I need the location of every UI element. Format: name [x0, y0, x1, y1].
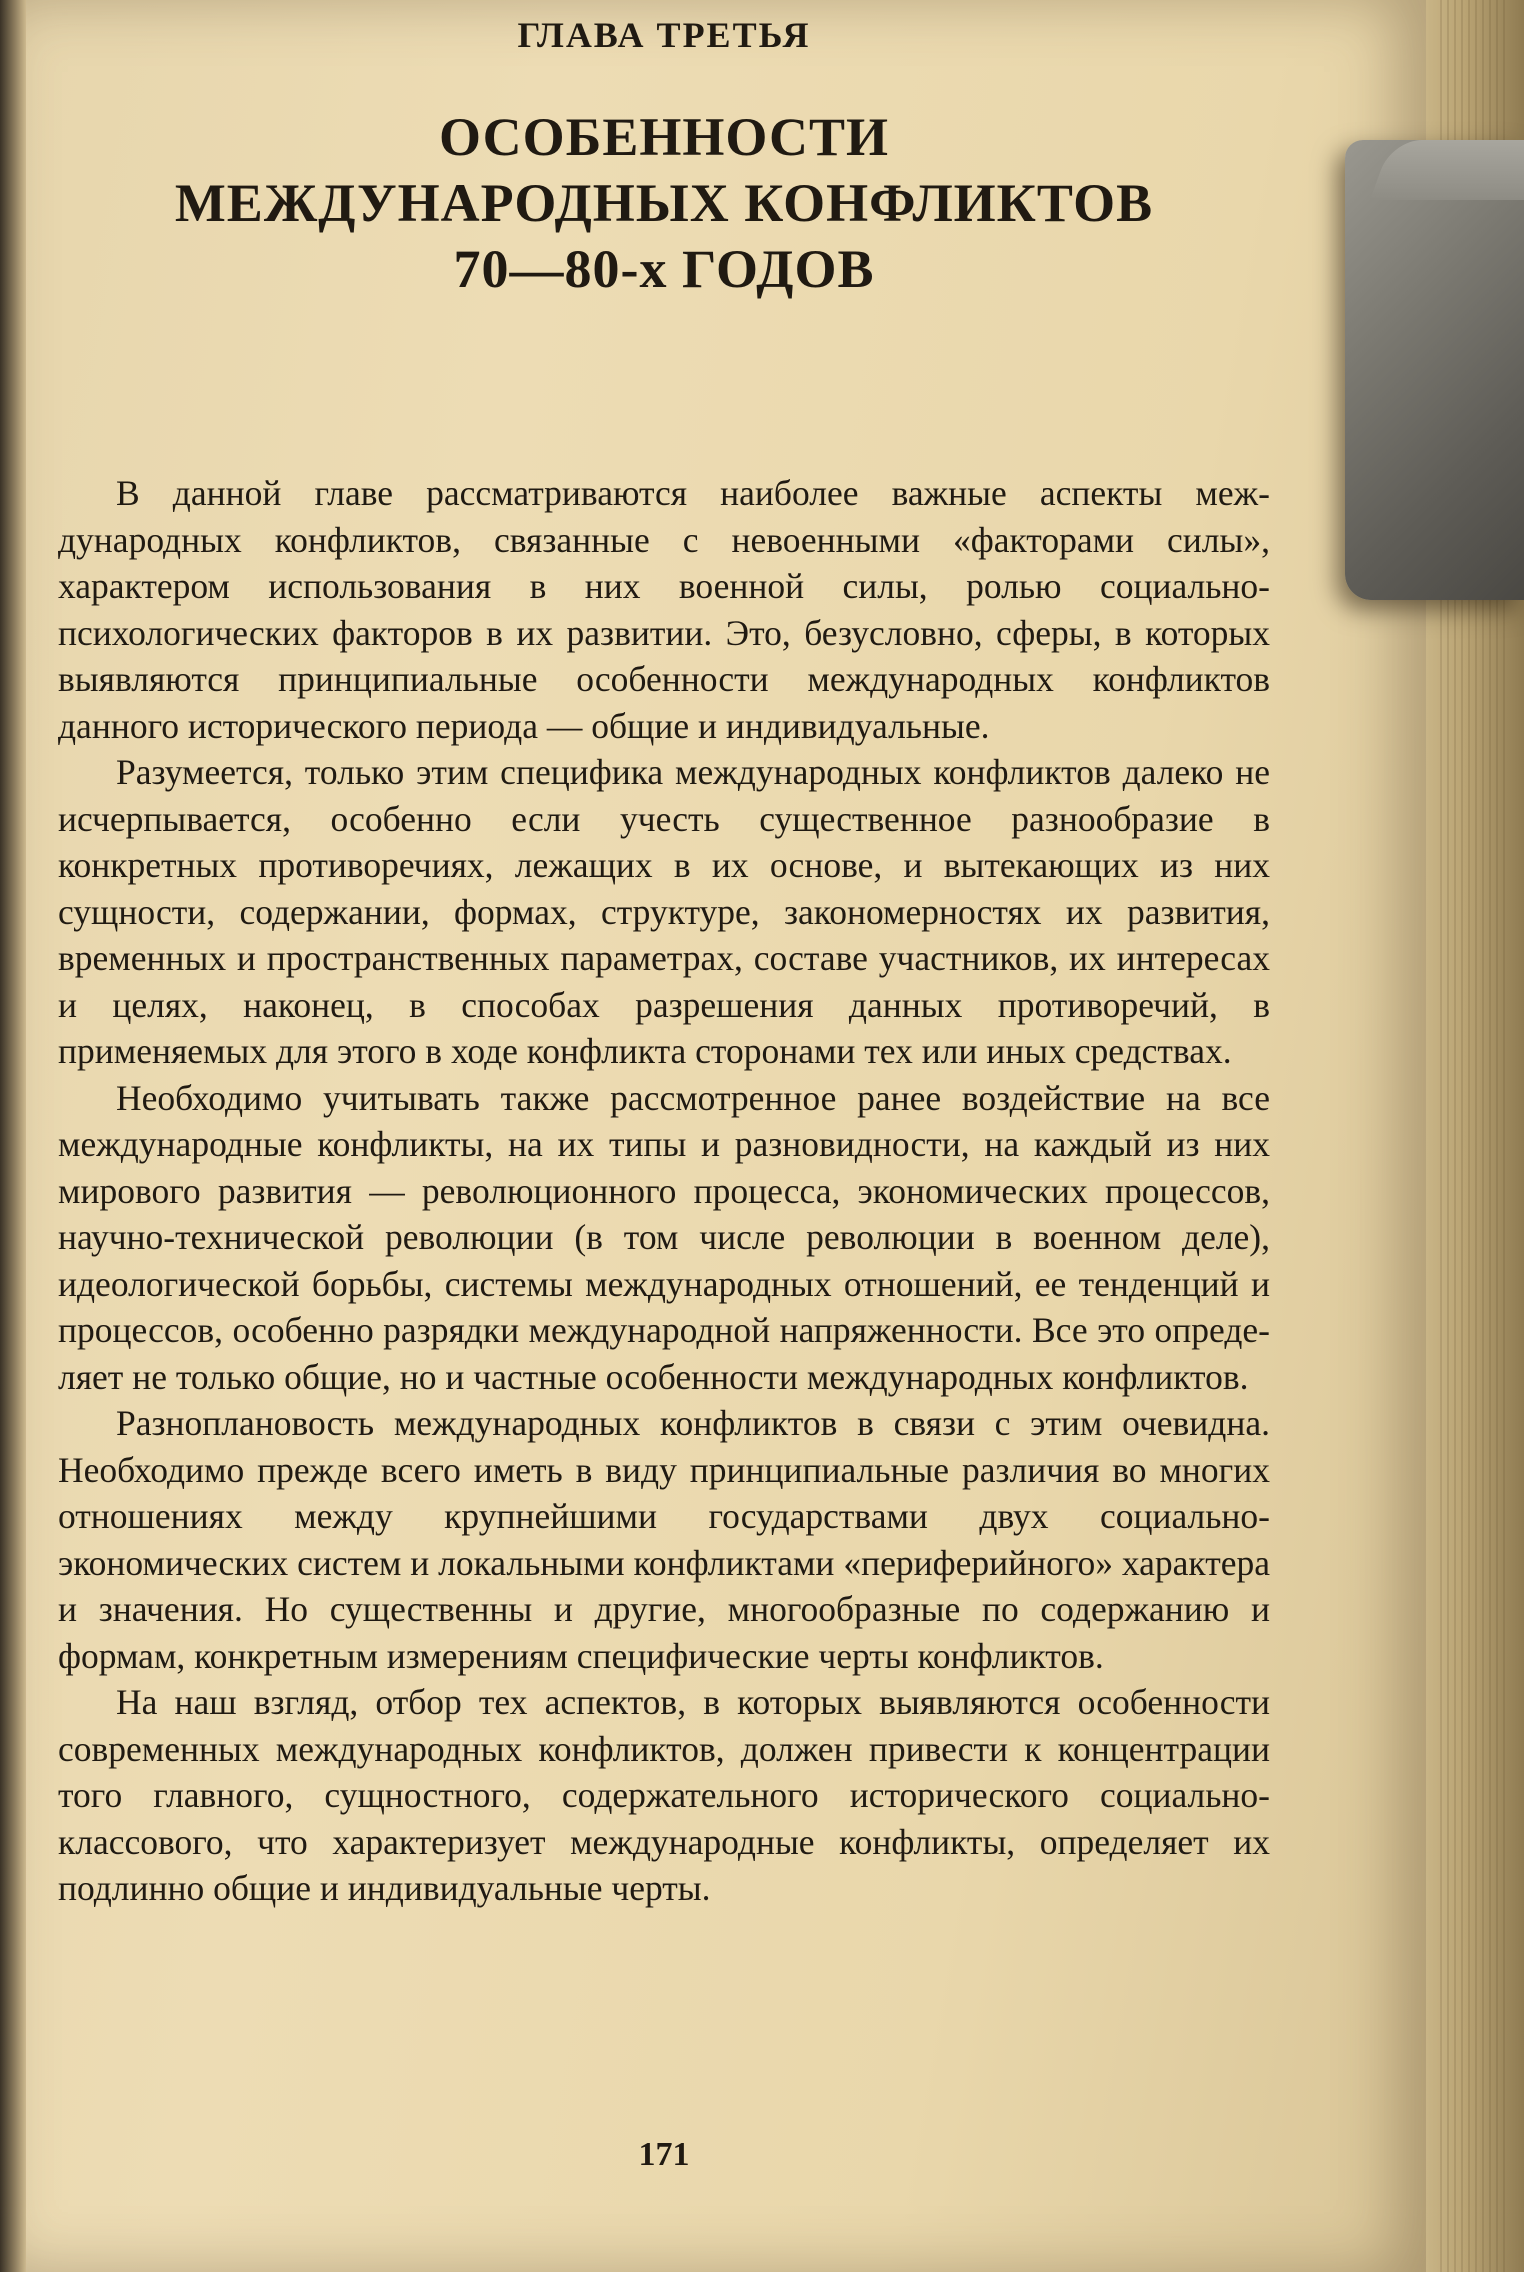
paragraph: Разумеется, только этим специфика международных конфликтов далеко не исчерпывается, особенно если учесть существенное разнообразие в конкретных противоречиях, лежащих в их основе, и вытекающих из них сущности, содержании, формах, структуре, закономерностях их развития, временных и пространственных параметрах, составе участников, их интересах и целях, наконец, в способах разрешения данных противоречий, в применяемых для этого в ходе конфликта сторонами тех или иных средствах.	[58, 752, 1270, 1071]
body-text	[58, 470, 1270, 1912]
chapter-heading: ГЛАВА ТРЕТЬЯ	[517, 15, 811, 55]
chapter-title	[58, 104, 1270, 302]
paragraph: Необходимо учитывать также рассмотренное ранее воздействие на все международные конфликты, на их типы и разновидности, на каждый из них мирового развития — революционного процесса, экономических процессов, научно-технической революции (в том числе революции в военном деле), идеологической борьбы, системы международных отношений, ее тенденций и процессов, особенно разрядки международной напряженности. Все это определяет не только общие, но и частные особенности международных конфликтов.	[58, 1077, 1270, 1397]
paragraph: На наш взгляд, отбор тех аспектов, в которых выявляются особенности современных международных конфликтов, должен привести к концентрации того главного, сущностного, содержательного исторического социально-классового, что характеризует международные конфликты, определяет их подлинно общие и индивидуальные черты.	[58, 1682, 1270, 1908]
left-page-edge	[0, 0, 26, 2272]
chapter-title-line: ОСОБЕННОСТИ	[438, 107, 890, 167]
chapter-title-line: МЕЖДУНАРОДНЫХ КОНФЛИКТОВ	[174, 173, 1154, 233]
paperweight-stone	[1345, 140, 1524, 600]
chapter-title-line: 70—80-х ГОДОВ	[453, 239, 875, 299]
page-number: 171	[638, 2136, 690, 2173]
paragraph: В данной главе рассматриваются наиболее важные аспекты международных конфликтов, связанные с невоенными «факторами силы», характером использования в них военной силы, ролью социально-психологических факторов в их развитии. Это, безусловно, сферы, в которых выявляются принципиальные особенности международных конфликтов данного исторического периода — общие и индивидуальные.	[58, 473, 1270, 746]
paragraph: Разноплановость международных конфликтов в связи с этим очевидна. Необходимо прежде всего иметь в виду принципиальные различия во многих отношениях между крупнейшими государствами двух социально-экономических систем и локальными конфликтами «периферийного» характера и значения. Но существенны и другие, многообразные по содержанию и формам, конкретным измерениям специфические черты конфликтов.	[58, 1403, 1270, 1676]
